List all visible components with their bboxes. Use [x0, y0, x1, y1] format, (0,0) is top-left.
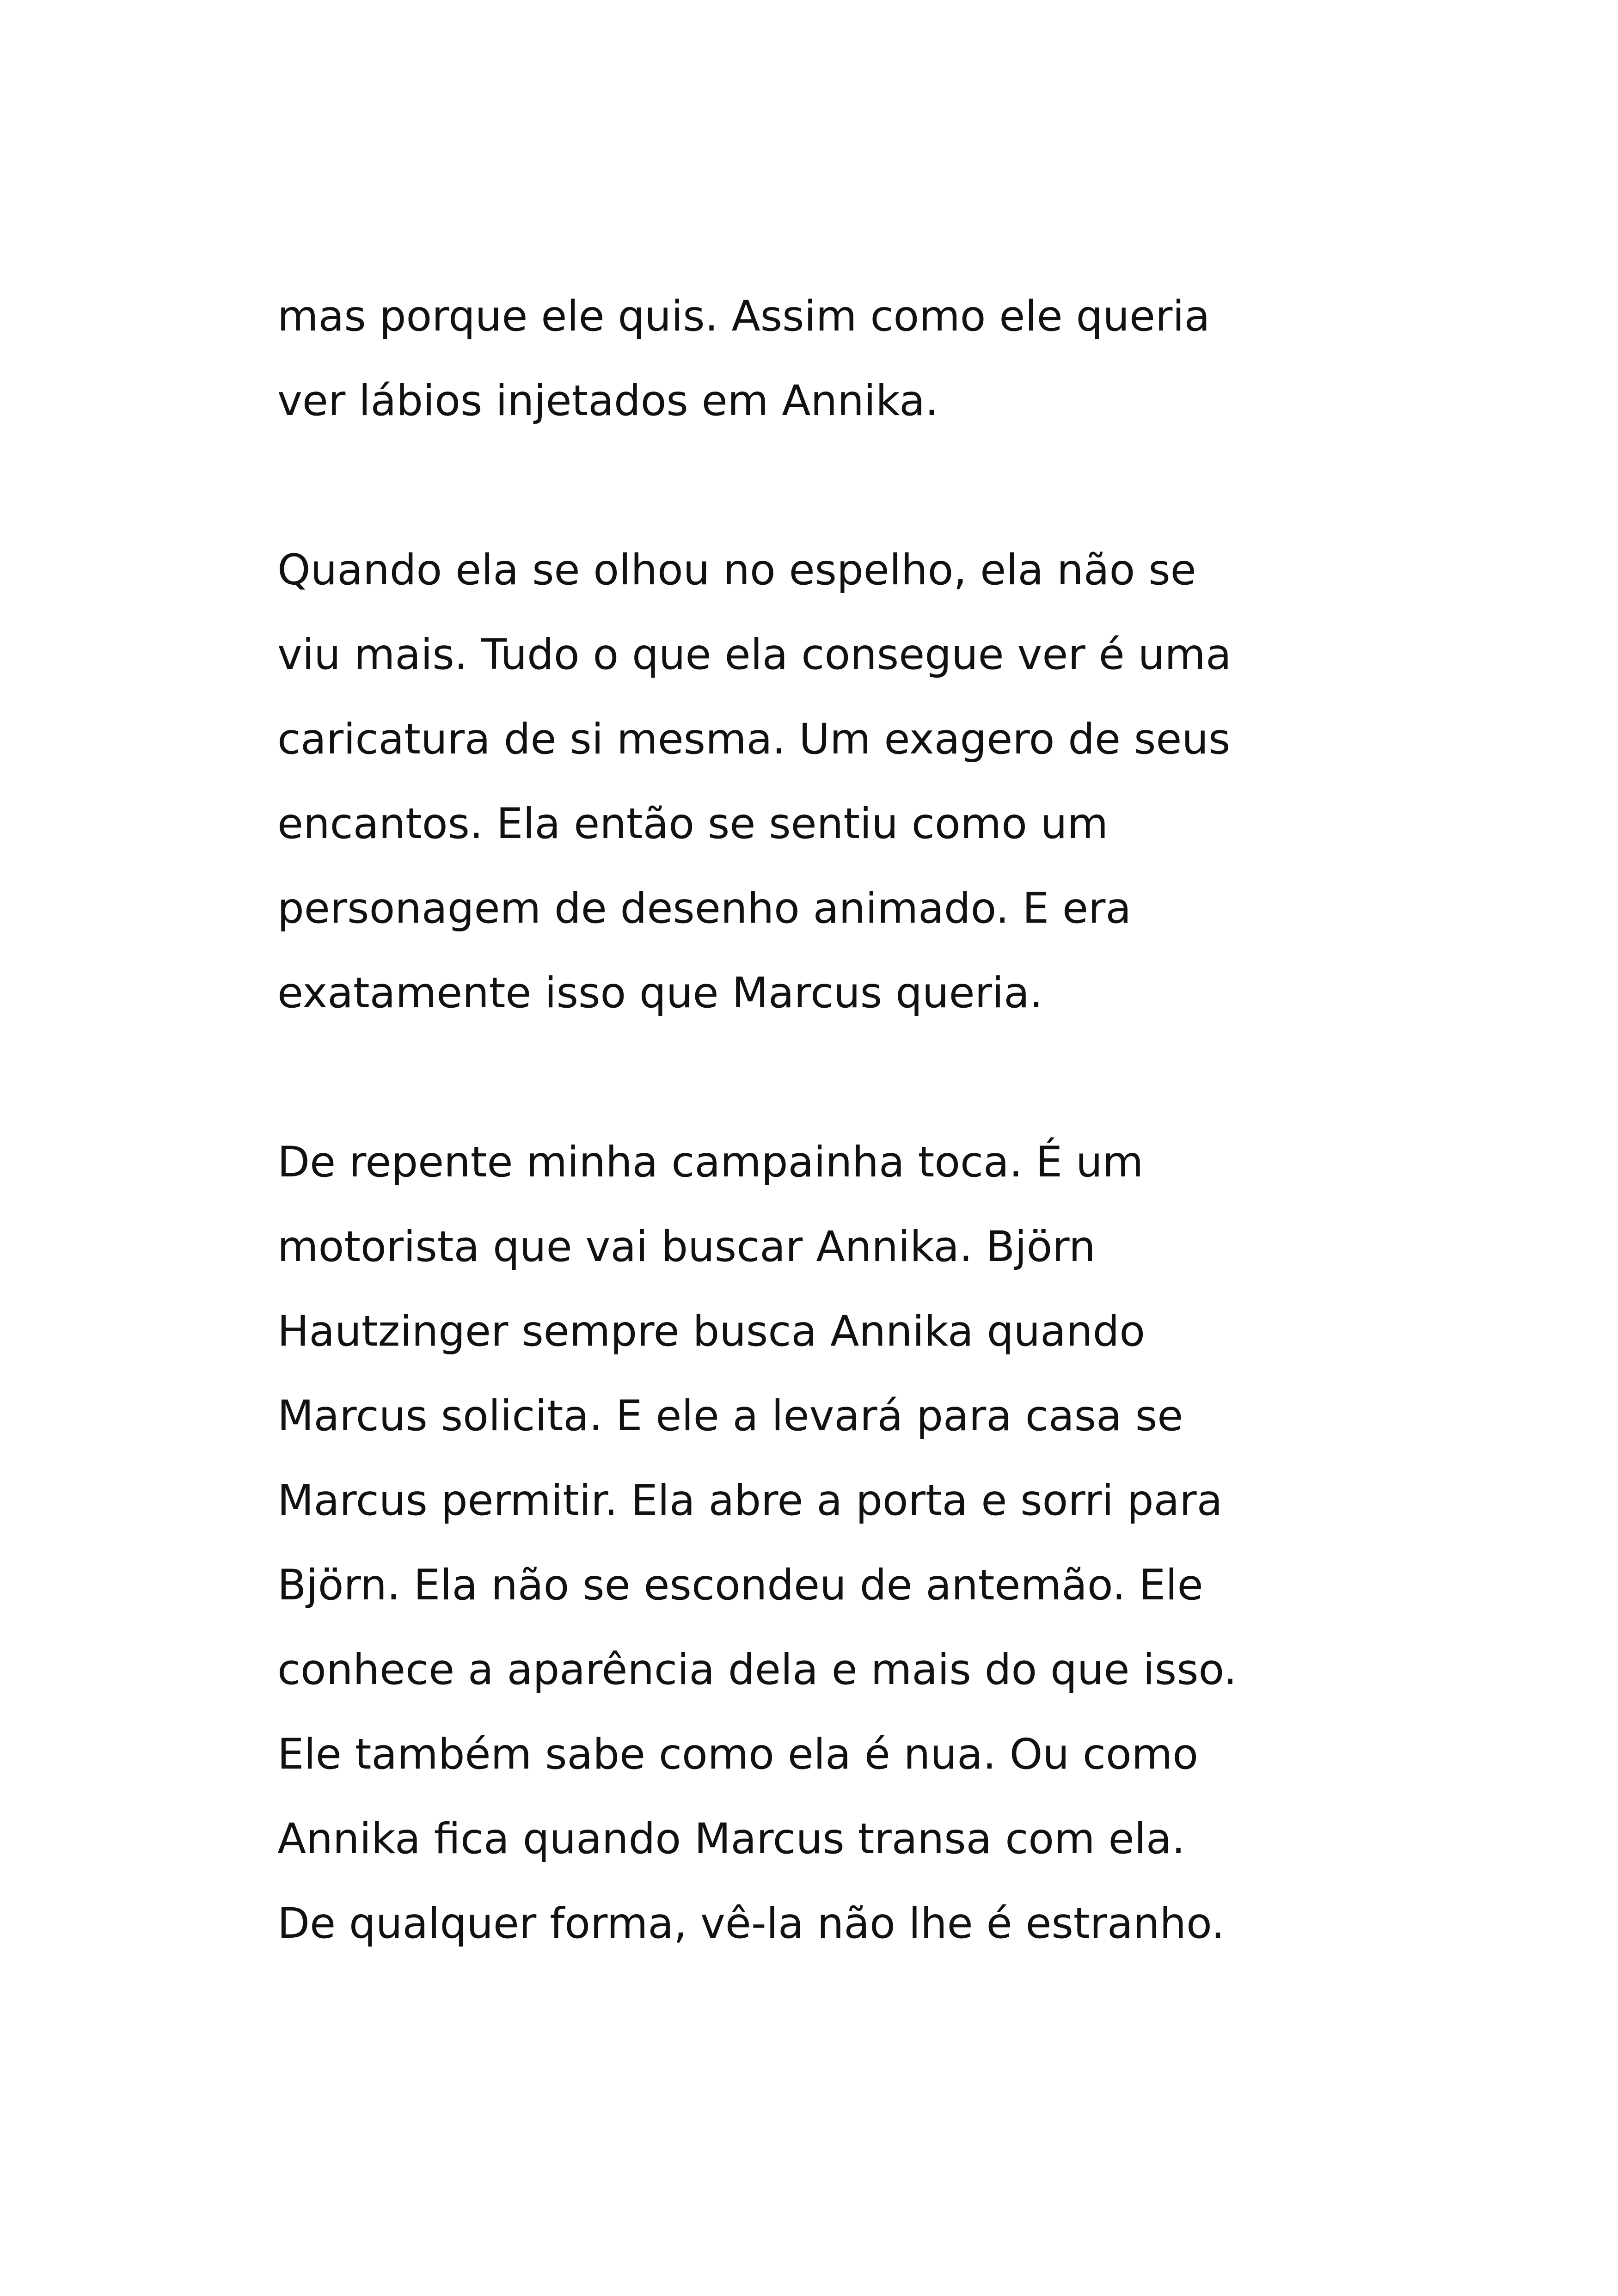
text-line: Ele também sabe como ela é nua. Ou como [277, 1730, 1199, 1779]
text-line: De repente minha campainha toca. É um [277, 1138, 1144, 1187]
text-line: Marcus permitir. Ela abre a porta e sorri para [277, 1476, 1223, 1525]
text-line: ver lábios injetados em Annika. [277, 377, 938, 425]
text-line: encantos. Ela então se sentiu como um [277, 800, 1109, 848]
text-line: caricatura de si mesma. Um exagero de seus [277, 715, 1231, 764]
paragraph-break [277, 1035, 1387, 1120]
text-line: personagem de desenho animado. E era [277, 884, 1132, 933]
text-line: Björn. Ela não se escondeu de antemão. Ele [277, 1561, 1203, 1610]
text-line: motorista que vai buscar Annika. Björn [277, 1223, 1096, 1271]
text-line: Annika fica quando Marcus transa com ela. [277, 1815, 1185, 1863]
paragraph-2 [277, 528, 1387, 1035]
paragraph-break [277, 443, 1387, 528]
text-line: Marcus solicita. E ele a levará para casa se [277, 1392, 1183, 1440]
text-line: exatamente isso que Marcus queria. [277, 969, 1043, 1017]
text-line: Hautzinger sempre busca Annika quando [277, 1307, 1146, 1356]
body-text [277, 274, 1387, 1966]
text-line: De qualquer forma, vê-la não lhe é estranho. [277, 1899, 1225, 1948]
text-line: Quando ela se olhou no espelho, ela não se [277, 546, 1196, 594]
text-line: conhece a aparência dela e mais do que isso. [277, 1646, 1237, 1694]
text-line: viu mais. Tudo o que ela consegue ver é uma [277, 631, 1232, 679]
paragraph-1 [277, 274, 1387, 443]
paragraph-3 [277, 1120, 1387, 1966]
text-line: mas porque ele quis. Assim como ele queria [277, 292, 1210, 341]
